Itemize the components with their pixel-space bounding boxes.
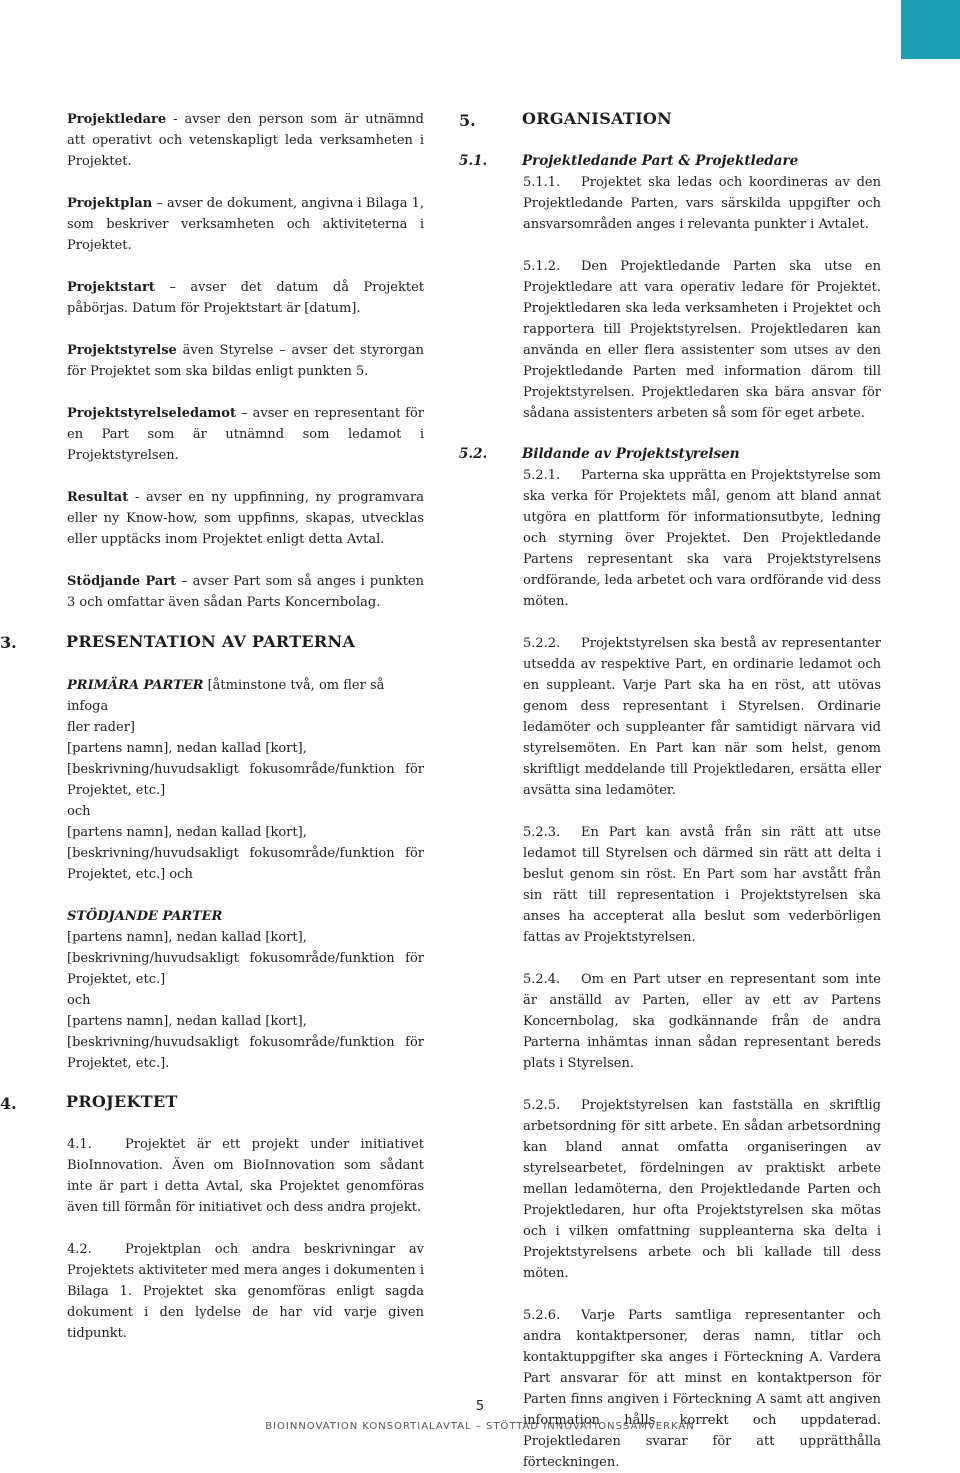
definition-text: – avser Part som så anges i punkten 3 och omfattar även sådan Parts Koncernbolag.	[67, 574, 424, 610]
clause-text: Projektplan och andra beskrivningar av Projektets aktiviteter med mera anges i dokumenten i Bilaga 1. Projektet ska genomföras enligt sagda dokument i den lydelse de har vid varje given tidpunkt.	[67, 1242, 424, 1341]
clause-text: Projektstyrelsen ska bestå av representanter utsedda av respektive Part, en ordinarie ledamot och en suppleant. Varje Part ska ha en röst, att utövas genom dess representant i Styrelsen. Ordinarie ledamöter och suppleanter får samtidigt närvara vid styrelsemöten. En Part kan när som helst, genom skriftligt meddelande till Projektledaren, ersätta eller avsätta sina ledamöter.	[523, 636, 881, 798]
definition-text: – avser en representant för en Part som är utnämnd som ledamot i Projektstyrelsen.	[67, 406, 424, 463]
clause-text: Parterna ska upprätta en Projektstyrelse som ska verka för Projektets mål, genom att bland annat utgöra en plattform för informationsutbyte, ledning och styrning över Projektet. Den Projektledande Partens representant ska vara Projektstyrelsens ordförande, leda arbetet och vara ordförande vid dess möten.	[523, 468, 881, 609]
clause-number: 5.2.2.	[523, 636, 561, 651]
party-line: fler rader]	[67, 720, 135, 735]
definition-term: Projektplan	[67, 196, 153, 211]
primary-parties-line	[67, 675, 424, 717]
definition	[67, 193, 424, 256]
page-footer: BIOINNOVATION KONSORTIALAVTAL – STÖTTAD INNOVATIONSSAMVERKAN	[265, 1421, 695, 1432]
primary-parties-label: PRIMÄRA PARTER	[67, 678, 204, 693]
clause	[523, 822, 881, 948]
definition-term: Projektledare	[67, 112, 167, 127]
definition	[67, 403, 424, 466]
definition-text: - avser en ny uppfinning, ny programvara eller ny Know-how, som uppfinns, skapas, utvecklas eller upptäcks inom Projektet enligt detta Avtal.	[67, 490, 424, 547]
party-line: [partens namn], nedan kallad [kort],	[67, 741, 307, 756]
clause-number: 5.2.6.	[523, 1308, 561, 1323]
clause-number: 4.1.	[67, 1137, 92, 1152]
subsection-number: 5.1.	[459, 153, 488, 169]
definition	[67, 109, 424, 172]
clause	[67, 1134, 424, 1218]
definition-term: Resultat	[67, 490, 129, 505]
supporting-parties-line	[67, 906, 424, 927]
supporting-parties-label: STÖDJANDE PARTER	[67, 909, 223, 924]
clause	[523, 1095, 881, 1284]
section-heading: PRESENTATION AV PARTERNA	[66, 632, 356, 651]
subsection-heading: Bildande av Projektstyrelsen	[522, 446, 740, 462]
clause-number: 5.1.1.	[523, 175, 561, 190]
definition-term: Projektstart	[67, 280, 155, 295]
clause-text: Projektet är ett projekt under initiativet BioInnovation. Även om BioInnovation som sådant inte är part i detta Avtal, ska Projektet genomföras även till förmån för initiativet och dess andra projekt.	[67, 1137, 424, 1215]
clause-number: 5.2.1.	[523, 468, 561, 483]
subsection-heading: Projektledande Part & Projektledare	[522, 153, 799, 169]
project-clauses	[67, 1134, 424, 1344]
clause	[523, 633, 881, 801]
definition-term: Stödjande Part	[67, 574, 177, 589]
clause-text: Den Projektledande Parten ska utse en Projektledare att vara operativ ledare för Projektet. Projektledaren ska leda verksamheten i Projektet och rapportera till Projektstyrelsen. Projektledaren kan använda en eller flera assistenter som utses av den Projektledande Parten med information därom till Projektstyrelsen. Projektledaren ska bära ansvar för sådana assistenters arbeten så som för eget arbete.	[523, 259, 881, 421]
definition-text: även Styrelse – avser det styrorgan för Projektet som ska bildas enligt punkten 5.	[67, 343, 424, 379]
section-number: 4.	[0, 1094, 17, 1113]
party-line: Projektet, etc.].	[67, 1056, 170, 1071]
clause	[523, 969, 881, 1074]
definition-term: Projektstyrelseledamot	[67, 406, 236, 421]
section-heading: ORGANISATION	[522, 109, 673, 128]
party-line: [beskrivning/huvudsakligt fokusområde/funktion för	[67, 1035, 424, 1050]
definition-term: Projektstyrelse	[67, 343, 177, 358]
section-heading: PROJEKTET	[66, 1092, 178, 1111]
clause-text: En Part kan avstå från sin rätt att utse ledamot till Styrelsen och därmed sin rätt att delta i beslut genom sin röst. En Part som har avstått från sin rätt till representation i Projektstyrelsen ska anses ha accepterat alla beslut som vederbörligen fattas av Projektstyrelsen.	[523, 825, 881, 945]
clause-number: 4.2.	[67, 1242, 92, 1257]
party-line: Projektet, etc.] och	[67, 867, 193, 882]
clause	[67, 1239, 424, 1344]
corner-color-tab	[901, 0, 960, 59]
subsection-number: 5.2.	[459, 446, 488, 462]
party-line: [beskrivning/huvudsakligt fokusområde/funktion för	[67, 951, 424, 966]
definition-text: – avser det datum då Projektet påbörjas. Datum för Projektstart är [datum].	[67, 280, 424, 316]
clause-text: Om en Part utser en representant som inte är anställd av Parten, eller av ett av Partens Koncernbolag, ska godkännande från de andra Parterna inhämtas innan sådan representant bereds plats i Styrelsen.	[523, 972, 881, 1071]
clause	[523, 172, 881, 235]
party-line: [partens namn], nedan kallad [kort],	[67, 1014, 307, 1029]
organisation-clauses-a	[523, 172, 881, 424]
definition-text: – avser de dokument, angivna i Bilaga 1, som beskriver verksamheten och aktiviteterna i Projektet.	[67, 196, 424, 253]
definitions-list	[67, 109, 424, 613]
clause	[523, 256, 881, 424]
section-number: 5.	[459, 111, 476, 130]
definition	[67, 487, 424, 550]
definition	[67, 277, 424, 319]
clause-text: Varje Parts samtliga representanter och andra kontaktpersoner, deras namn, titlar och kontaktuppgifter ska anges i Förteckning A. Vardera Part ansvarar för att minst en kontaktperson för Parten finns angiven i Förteckning A samt att angiven information hålls korrekt och uppdaterad. Projektledaren svarar för att upprätthålla förteckningen.	[523, 1308, 881, 1470]
section-number: 3.	[0, 633, 17, 652]
clause	[523, 465, 881, 612]
party-line: Projektet, etc.]	[67, 972, 166, 987]
clause-text: Projektstyrelsen kan fastställa en skriftlig arbetsordning för sitt arbete. En sådan arbetsordning kan bland annat omfatta organiseringen av styrelsearbetet, fördelningen av praktiskt arbete mellan ledamöterna, den Projektledande Parten och Projektledaren, hur ofta Projektstyrelsen ska mötas och i vilken omfattning suppleanterna ska delta i Projektstyrelsens arbete och bli kallade till dess möten.	[523, 1098, 881, 1281]
clause-number: 5.1.2.	[523, 259, 561, 274]
party-line: och	[67, 804, 91, 819]
clause-number: 5.2.3.	[523, 825, 561, 840]
party-line: [partens namn], nedan kallad [kort],	[67, 825, 307, 840]
party-line: och	[67, 993, 91, 1008]
clause-text: Projektet ska ledas och koordineras av den Projektledande Parten, vars särskilda uppgifter och ansvarsområden anges i relevanta punkter i Avtalet.	[523, 175, 881, 232]
parties-block	[67, 675, 424, 1074]
party-line: [beskrivning/huvudsakligt fokusområde/funktion för	[67, 762, 424, 777]
clause	[523, 1305, 881, 1473]
page-number: 5	[475, 1399, 485, 1414]
clause-number: 5.2.4.	[523, 972, 561, 987]
party-line: [beskrivning/huvudsakligt fokusområde/funktion för	[67, 846, 424, 861]
definition	[67, 571, 424, 613]
definition	[67, 340, 424, 382]
definition-text: - avser den person som är utnämnd att operativt och vetenskapligt leda verksamheten i Projektet.	[67, 112, 424, 169]
organisation-clauses-b	[523, 465, 881, 1473]
clause-number: 5.2.5.	[523, 1098, 561, 1113]
party-line: Projektet, etc.]	[67, 783, 166, 798]
party-line: [partens namn], nedan kallad [kort],	[67, 930, 307, 945]
primary-parties-note: [åtminstone två, om fler så infoga	[67, 678, 385, 714]
